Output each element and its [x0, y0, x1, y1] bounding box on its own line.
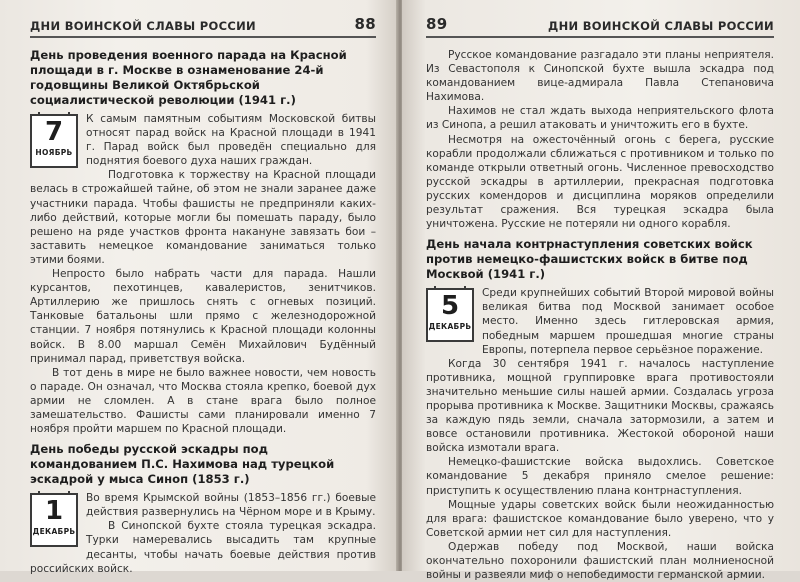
- calendar-month: НОЯБРЬ: [35, 148, 73, 157]
- paragraph: В Синопской бухте стояла турецкая эскадра. Турки намеревались высадить там крупные десанты, чтобы начать боевые действия против российских войск.: [30, 520, 376, 575]
- paragraph: Одержав победу под Москвой, наши войска окончательно похоронили фашистский план молниеносной войны и развеяли миф о непобедимости германской армии.: [426, 540, 774, 582]
- section-parade: [30, 112, 376, 436]
- paragraph: В тот день в мире не было важнее новости, чем новость о параде. Он означал, что Москва стояла крепко, боевой дух армии не сломлен. А в стане врага было полное замешательство. Фашисты сами планировали именно 7 ноября пройти маршем по Красной площади.: [30, 366, 376, 436]
- calendar-icon-dec1: [30, 493, 78, 547]
- paragraph: Среди крупнейших событий Второй мировой войны великая битва под Москвой занимает особое место. Именно здесь гитлеровская армия, победным маршем прошедшая многие страны Европы, потерпела первое серьёзное поражение.: [482, 287, 774, 356]
- calendar-icon-nov7: [30, 114, 78, 168]
- paragraph: Несмотря на ожесточённый огонь с берега, русские корабли продолжали сближаться с противником и только по команде открыли ответный огонь. Численное превосходство русской эскадры в артиллерии, прекрасная подготовка русских комендоров и дисциплина моряков определили результат сражения. Вся турецкая эскадра была уничтожена. Русские не потеряли ни одного корабля.: [426, 133, 774, 231]
- paragraph: Немецко-фашистские войска выдохлись. Советское командование 5 декабря приняло смелое решение: приступить к осуществлению плана контрнаступления.: [426, 456, 774, 497]
- right-page-number: 89: [426, 15, 448, 33]
- paragraph: Непросто было набрать части для парада. Нашли курсантов, пехотинцев, кавалеристов, зенитчиков. Артиллерию же пришлось снять с огневых позиций. Танковые батальоны шли прямо с железнодорожной станции. 7 ноября потянулись к Красной площади колонны войск. В 8.00 маршал Семён Михайлович Будённый принимал парад, приветствуя войска.: [30, 268, 376, 365]
- left-page-number: 88: [354, 15, 376, 33]
- paragraph: Нахимов не стал ждать выхода неприятельского флота из Синопа, а решил атаковать и уничтожить его в бухте.: [426, 105, 774, 132]
- calendar-day: 1: [44, 496, 64, 527]
- paragraph: К самым памятным событиям Московской битвы относят парад войск на Красной площади в 1941 г. Парад войск был проведён специально для поднятия боевого духа наших граждан.: [86, 113, 376, 168]
- section-heading-sinop: День победы русской эскадры под командованием П.С. Нахимова над турецкой эскадрой у мыса Синоп (1853 г.): [30, 442, 335, 487]
- left-page-header: [30, 10, 376, 38]
- section-counteroffensive: [426, 286, 774, 582]
- section-heading-counteroffensive: День начала контрнаступления советских войск против немецко-фашистских войск в битве под Москвой (1941 г.): [426, 237, 753, 282]
- left-header-title: ДНИ ВОИНСКОЙ СЛАВЫ РОССИИ: [30, 19, 256, 33]
- left-page-content: [30, 48, 376, 576]
- paragraph: Подготовка к торжеству на Красной площади велась в строжайшей тайне, об этом не знали заранее даже участники парада. Чтобы фашисты не предприняли каких-либо действий, которые могли бы помешать параду, было решено на ряде участков фронта накануне завязать бои – заставить немецкое командование заниматься только этими боями.: [30, 169, 376, 266]
- right-page-header: [426, 10, 774, 38]
- calendar-day: 7: [44, 117, 64, 147]
- calendar-icon-dec5: [426, 288, 474, 342]
- paragraph: Во время Крымской войны (1853–1856 гг.) боевые действия развернулись на Чёрном море и в Крыму.: [86, 492, 376, 519]
- right-header-title: ДНИ ВОИНСКОЙ СЛАВЫ РОССИИ: [548, 19, 774, 33]
- right-page: [402, 0, 800, 582]
- calendar-month: ДЕКАБРЬ: [428, 322, 472, 332]
- section-sinop: [30, 491, 376, 576]
- calendar-month: ДЕКАБРЬ: [32, 527, 76, 537]
- left-page: [0, 0, 398, 575]
- calendar-day: 5: [440, 291, 460, 322]
- paragraph: Когда 30 сентября 1941 г. началось наступление противника, мощной группировке врага противостояли значительно меньшие силы нашей армии. Создалась угроза прорыва противника к Москве. Защитники Москвы, сражаясь за каждую пядь земли, сначала затормозили, а затем и вовсе остановили противника. Жестокой обороной наши войска измотали врага.: [426, 357, 774, 455]
- right-page-content: [426, 48, 774, 582]
- paragraph: Мощные удары советских войск были неожиданностью для врага: фашистское командование было уверено, что у Советской армии нет сил для наступления.: [426, 498, 774, 539]
- section-heading-parade: День проведения военного парада на Красной площади в г. Москве в ознаменование 24-й годовщины Великой Октябрьской социалистической революции (1941 г.): [30, 48, 347, 107]
- paragraph: Русское командование разгадало эти планы неприятеля. Из Севастополя к Синопской бухте вышла эскадра под командованием вице-адмирала Павла Степановича Нахимова.: [426, 49, 774, 104]
